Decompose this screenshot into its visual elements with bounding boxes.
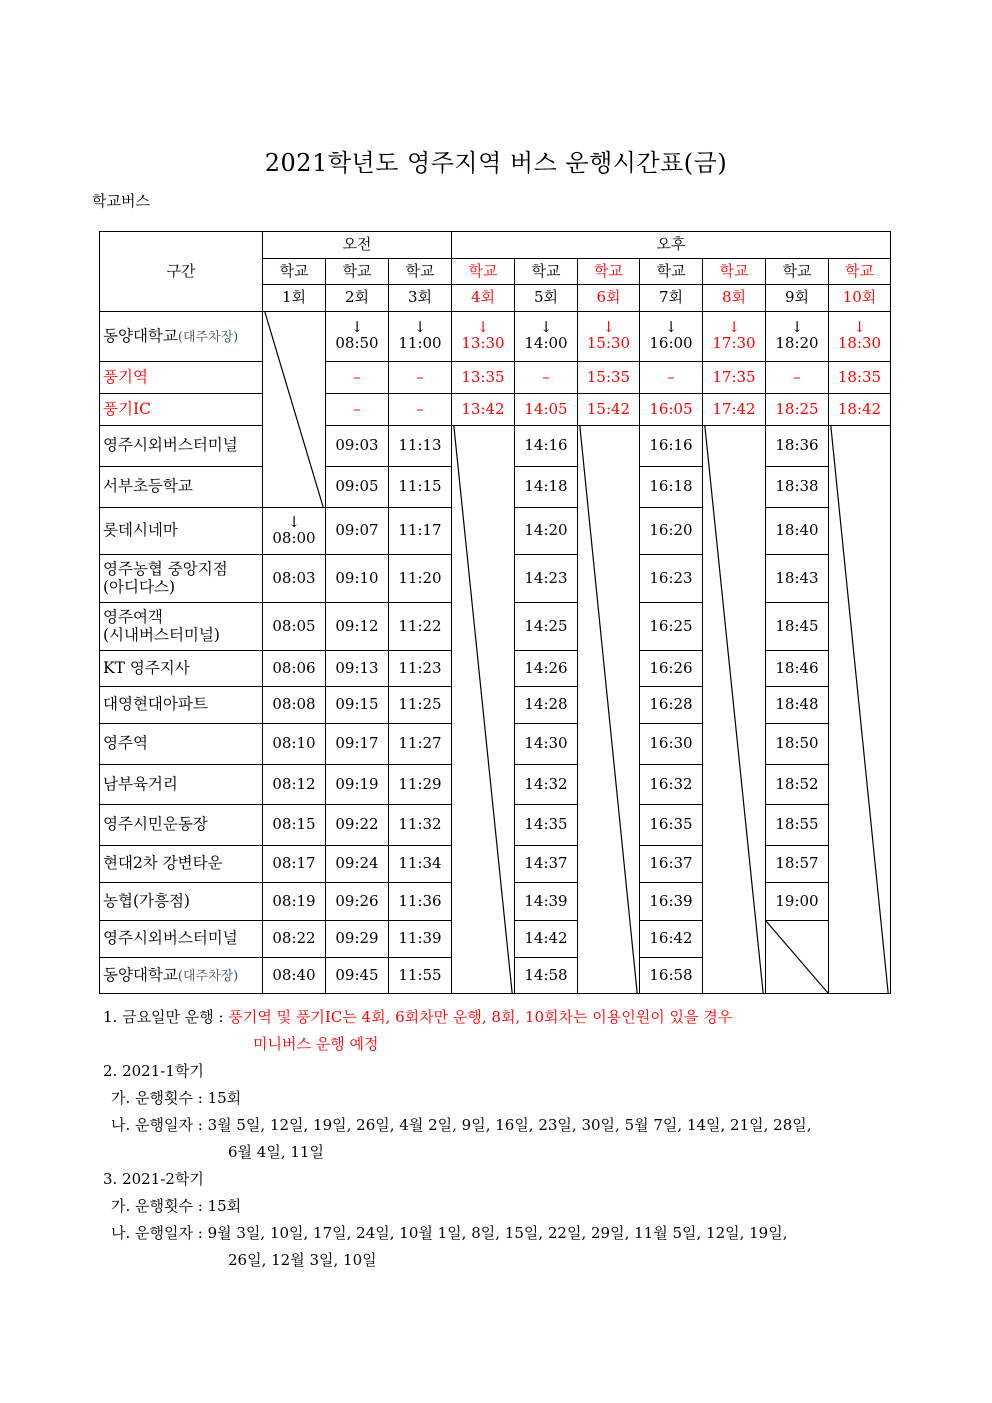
- time-cell: 16:35: [640, 805, 703, 846]
- note-2-dates-cont: 6월 4일, 11일: [228, 1143, 324, 1161]
- time-cell: 14:42: [515, 921, 578, 958]
- stop-name: [100, 426, 263, 467]
- stop-name-text: KT 영주지사: [103, 658, 190, 677]
- time-value: 14:00: [524, 334, 568, 353]
- run-type-header: 학교: [766, 259, 829, 285]
- time-cell: 14:25: [515, 603, 578, 651]
- time-cell: 08:03: [263, 555, 326, 603]
- table-row: [100, 312, 891, 362]
- note-1-label: 1. 금요일만 운행 :: [103, 1008, 229, 1026]
- table-row: [100, 394, 891, 426]
- stop-name: [100, 883, 263, 921]
- stop-name-text: 동양대학교: [103, 326, 178, 345]
- stop-name-text: 동양대학교: [103, 965, 178, 984]
- pm-header: 오후: [452, 232, 891, 259]
- stop-name-text: 대영현대아파트: [103, 695, 208, 714]
- route-header: 구간: [100, 232, 263, 312]
- stop-name-text: 영주시외버스터미널: [103, 436, 238, 455]
- stop-name: [100, 555, 263, 603]
- time-cell: 16:16: [640, 426, 703, 467]
- time-cell: 14:05: [515, 394, 578, 426]
- run10-blank-cell: [829, 426, 891, 994]
- stop-name-text: 농협(가흥점): [103, 891, 190, 910]
- time-cell: 11:27: [389, 724, 452, 765]
- time-cell: –: [640, 362, 703, 394]
- time-cell: 14:35: [515, 805, 578, 846]
- stop-note: (대주차장): [177, 329, 239, 345]
- time-cell: 09:45: [326, 958, 389, 994]
- stop-name: [100, 312, 263, 362]
- note-1-text: 풍기역 및 풍기IC는 4회, 6회차만 운행, 8회, 10회차는 이용인원이 있을 경우: [228, 1008, 733, 1026]
- stop-name-text: 서부초등학교: [103, 477, 193, 496]
- time-cell: 18:57: [766, 846, 829, 883]
- time-cell: 14:58: [515, 958, 578, 994]
- stop-name: [100, 394, 263, 426]
- down-arrow-icon: ↓: [287, 512, 301, 531]
- time-cell: 18:42: [829, 394, 891, 426]
- time-cell: 14:16: [515, 426, 578, 467]
- stop-name: [100, 765, 263, 805]
- time-value: 18:20: [775, 334, 819, 353]
- note-3-count: 가. 운행횟수 : 15회: [111, 1197, 242, 1215]
- stop-name: [100, 603, 263, 651]
- down-arrow-icon: ↓: [602, 318, 615, 337]
- time-value: 11:00: [398, 334, 442, 353]
- run9-blank-cell: [766, 921, 829, 994]
- run6-blank-cell: [578, 426, 640, 994]
- run-type-header: 학교: [326, 259, 389, 285]
- time-cell: [263, 508, 326, 555]
- time-cell: 16:05: [640, 394, 703, 426]
- run-number-header: 4회: [452, 285, 515, 312]
- time-cell: 14:26: [515, 651, 578, 687]
- time-cell: [829, 312, 891, 362]
- time-cell: 14:20: [515, 508, 578, 555]
- time-cell: 13:42: [452, 394, 515, 426]
- time-cell: 16:39: [640, 883, 703, 921]
- stop-name: [100, 467, 263, 508]
- time-cell: –: [326, 394, 389, 426]
- note-2-count: 가. 운행횟수 : 15회: [111, 1089, 242, 1107]
- time-cell: 09:07: [326, 508, 389, 555]
- time-cell: 08:40: [263, 958, 326, 994]
- time-cell: 11:55: [389, 958, 452, 994]
- note-3-dates-cont: 26일, 12월 3일, 10일: [228, 1251, 377, 1269]
- time-cell: 09:13: [326, 651, 389, 687]
- time-cell: 09:15: [326, 687, 389, 724]
- time-cell: 11:29: [389, 765, 452, 805]
- note-1-text-cont: 미니버스 운행 예정: [253, 1035, 379, 1053]
- time-cell: 16:20: [640, 508, 703, 555]
- run-number-header: 6회: [578, 285, 640, 312]
- time-cell: 13:35: [452, 362, 515, 394]
- time-value: 16:00: [649, 334, 693, 353]
- am-header: 오전: [263, 232, 452, 259]
- down-arrow-icon: ↓: [790, 318, 804, 337]
- diagonal-strike: [766, 921, 828, 993]
- time-cell: 11:15: [389, 467, 452, 508]
- section-subtitle: 학교버스: [92, 192, 150, 210]
- time-cell: 18:46: [766, 651, 829, 687]
- time-cell: 11:23: [389, 651, 452, 687]
- time-cell: 14:37: [515, 846, 578, 883]
- stop-name-text: 영주시외버스터미널: [103, 929, 238, 948]
- down-arrow-icon: ↓: [539, 318, 553, 337]
- time-cell: 18:43: [766, 555, 829, 603]
- run-type-header: 학교: [578, 259, 640, 285]
- time-cell: 08:06: [263, 651, 326, 687]
- stop-name: [100, 724, 263, 765]
- table-row: [100, 362, 891, 394]
- bus-timetable: [99, 231, 891, 994]
- time-cell: 08:15: [263, 805, 326, 846]
- page-title: 2021학년도 영주지역 버스 운행시간표(금): [264, 149, 728, 177]
- stop-name-text: 영주농협 중앙지점: [103, 559, 228, 578]
- stop-name: [100, 805, 263, 846]
- time-cell: 18:55: [766, 805, 829, 846]
- run-number-header: 10회: [829, 285, 891, 312]
- time-cell: 09:22: [326, 805, 389, 846]
- time-cell: 14:23: [515, 555, 578, 603]
- note-1: [103, 1004, 812, 1031]
- stop-name-text: 풍기IC: [103, 399, 151, 418]
- stop-name: [100, 958, 263, 994]
- stop-name: [100, 362, 263, 394]
- time-cell: 08:17: [263, 846, 326, 883]
- stop-name: [100, 687, 263, 724]
- time-cell: 16:28: [640, 687, 703, 724]
- time-cell: 16:30: [640, 724, 703, 765]
- time-cell: –: [326, 362, 389, 394]
- run-type-header: 학교: [703, 259, 766, 285]
- time-cell: 08:22: [263, 921, 326, 958]
- note-2-title: 2. 2021-1학기: [103, 1062, 204, 1080]
- time-cell: 08:19: [263, 883, 326, 921]
- time-cell: 16:18: [640, 467, 703, 508]
- run-type-header: 학교: [389, 259, 452, 285]
- stop-name-line2: (아디다스): [103, 577, 175, 596]
- stop-name-text: 남부육거리: [103, 774, 178, 793]
- time-cell: 14:39: [515, 883, 578, 921]
- time-cell: –: [766, 362, 829, 394]
- time-cell: [326, 312, 389, 362]
- time-cell: [578, 312, 640, 362]
- time-cell: 18:50: [766, 724, 829, 765]
- time-cell: 16:37: [640, 846, 703, 883]
- down-arrow-icon: ↓: [350, 318, 364, 337]
- run-number-header: 5회: [515, 285, 578, 312]
- time-value: 13:30: [461, 334, 505, 353]
- time-cell: 16:32: [640, 765, 703, 805]
- time-cell: 18:45: [766, 603, 829, 651]
- time-cell: [389, 312, 452, 362]
- stop-name: [100, 651, 263, 687]
- stop-name-text: 영주역: [103, 734, 148, 753]
- time-cell: 09:12: [326, 603, 389, 651]
- time-cell: 08:08: [263, 687, 326, 724]
- run-number-header: 7회: [640, 285, 703, 312]
- time-cell: 18:40: [766, 508, 829, 555]
- time-cell: 11:13: [389, 426, 452, 467]
- run4-blank-cell: [452, 426, 515, 994]
- run-type-header: 학교: [263, 259, 326, 285]
- time-cell: [515, 312, 578, 362]
- diagonal-strike: [452, 426, 514, 993]
- time-cell: 15:42: [578, 394, 640, 426]
- time-cell: 19:00: [766, 883, 829, 921]
- time-cell: 16:23: [640, 555, 703, 603]
- note-2-dates: 나. 운행일자 : 3월 5일, 12일, 19일, 26일, 4월 2일, 9일, 16일, 23일, 30일, 5월 7일, 14일, 21일, 28일,: [111, 1116, 812, 1134]
- note-3-title: 3. 2021-2학기: [103, 1170, 204, 1188]
- time-cell: 09:05: [326, 467, 389, 508]
- time-value: 08:00: [272, 528, 316, 547]
- time-cell: 09:19: [326, 765, 389, 805]
- time-cell: 16:58: [640, 958, 703, 994]
- down-arrow-icon: ↓: [727, 318, 741, 337]
- time-cell: 18:25: [766, 394, 829, 426]
- run-type-header: 학교: [640, 259, 703, 285]
- time-value: 17:30: [712, 334, 756, 353]
- stop-name-text: 현대2차 강변타운: [103, 854, 223, 873]
- time-cell: 09:03: [326, 426, 389, 467]
- time-cell: –: [389, 394, 452, 426]
- time-cell: 11:20: [389, 555, 452, 603]
- header-row-period: [100, 232, 891, 259]
- run-number-header: 1회: [263, 285, 326, 312]
- down-arrow-icon: ↓: [664, 318, 678, 337]
- down-arrow-icon: ↓: [476, 318, 490, 337]
- time-cell: 16:25: [640, 603, 703, 651]
- diagonal-strike: [703, 426, 765, 993]
- diagonal-strike: [263, 312, 325, 507]
- time-cell: 09:17: [326, 724, 389, 765]
- run-type-header: 학교: [829, 259, 891, 285]
- run-type-header: 학교: [452, 259, 515, 285]
- time-cell: 11:36: [389, 883, 452, 921]
- notes-section: [103, 1004, 812, 1274]
- stop-name-text: 영주시민운동장: [103, 815, 208, 834]
- time-cell: 18:52: [766, 765, 829, 805]
- stop-name-line2: (시내버스터미널): [103, 625, 220, 644]
- time-cell: 09:26: [326, 883, 389, 921]
- time-cell: 18:48: [766, 687, 829, 724]
- run-number-header: 3회: [389, 285, 452, 312]
- time-cell: [452, 312, 515, 362]
- time-cell: 15:35: [578, 362, 640, 394]
- run-number-header: 9회: [766, 285, 829, 312]
- time-cell: 11:39: [389, 921, 452, 958]
- run-type-header: 학교: [515, 259, 578, 285]
- time-cell: 18:35: [829, 362, 891, 394]
- table-row: [100, 426, 891, 467]
- time-cell: 16:26: [640, 651, 703, 687]
- time-cell: 14:18: [515, 467, 578, 508]
- time-cell: [766, 312, 829, 362]
- run1-blank-cell: [263, 312, 326, 508]
- time-cell: 09:10: [326, 555, 389, 603]
- stop-name-text: 풍기역: [103, 367, 148, 386]
- time-cell: 11:34: [389, 846, 452, 883]
- time-cell: [640, 312, 703, 362]
- time-cell: 18:38: [766, 467, 829, 508]
- stop-note: (대주차장): [177, 968, 239, 984]
- time-cell: 11:25: [389, 687, 452, 724]
- time-cell: 17:35: [703, 362, 766, 394]
- down-arrow-icon: ↓: [413, 318, 427, 337]
- run8-blank-cell: [703, 426, 766, 994]
- time-value: 15:30: [586, 334, 631, 353]
- time-cell: –: [515, 362, 578, 394]
- stop-name: [100, 921, 263, 958]
- time-cell: [703, 312, 766, 362]
- stop-name-text: 영주여객: [103, 607, 163, 626]
- time-cell: –: [389, 362, 452, 394]
- time-cell: 08:12: [263, 765, 326, 805]
- diagonal-strike: [829, 426, 890, 993]
- time-cell: 09:29: [326, 921, 389, 958]
- time-value: 08:50: [335, 334, 379, 353]
- time-cell: 16:42: [640, 921, 703, 958]
- time-cell: 18:36: [766, 426, 829, 467]
- time-value: 18:30: [837, 334, 882, 353]
- stop-name: [100, 508, 263, 555]
- time-cell: 09:24: [326, 846, 389, 883]
- run-number-header: 8회: [703, 285, 766, 312]
- time-cell: 14:32: [515, 765, 578, 805]
- stop-name-text: 롯데시네마: [103, 521, 178, 540]
- diagonal-strike: [578, 426, 639, 993]
- time-cell: 11:22: [389, 603, 452, 651]
- stop-name: [100, 846, 263, 883]
- time-cell: 14:28: [515, 687, 578, 724]
- note-3-dates: 나. 운행일자 : 9월 3일, 10일, 17일, 24일, 10월 1일, 8일, 15일, 22일, 29일, 11월 5일, 12일, 19일,: [111, 1224, 788, 1242]
- run-number-header: 2회: [326, 285, 389, 312]
- time-cell: 11:17: [389, 508, 452, 555]
- time-cell: 08:05: [263, 603, 326, 651]
- time-cell: 17:42: [703, 394, 766, 426]
- down-arrow-icon: ↓: [853, 318, 866, 337]
- time-cell: 14:30: [515, 724, 578, 765]
- time-cell: 11:32: [389, 805, 452, 846]
- time-cell: 08:10: [263, 724, 326, 765]
